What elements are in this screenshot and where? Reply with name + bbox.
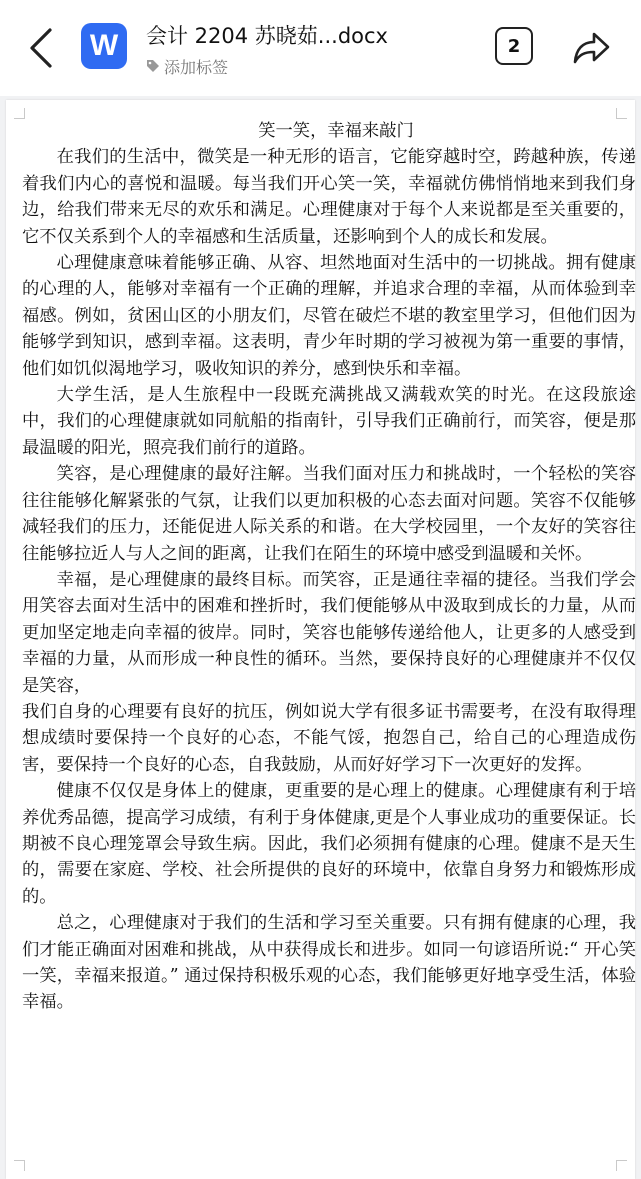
add-tag-label: 添加标签 [164,57,229,77]
page-corner-mark [616,1160,627,1171]
word-app-icon: W [81,23,127,69]
paragraph: 我们自身的心理要有良好的抗压，例如说大学有很多证书需要考，在没有取得理想成绩时要保持一个良好的心态，不能气馁，抱怨自己，给自己的心理造成伤害，要保持一个良好的心态，自我鼓励，从而好好学习下一次更好的发挥。 [22,701,636,775]
paragraph: 心理健康意味着能够正确、从容、坦然地面对生活中的一切挑战。拥有健康的心理的人，能够对幸福有一个正确的理解，并追求合理的幸福，从而体验到幸福感。例如，贫困山区的小朋友们，尽管在破烂不堪的教室里学习，但他们因为能够学到知识，感到幸福。这表明，青少年时期的学习被视为第一重要的事情，他们如饥似渴地学习，吸收知识的养分，感到快乐和幸福。 [22,253,636,379]
page-count-button[interactable]: 2 [495,27,533,65]
top-bar [0,0,641,96]
paragraph: 笑容，是心理健康的最好注解。当我们面对压力和挑战时，一个轻松的笑容往往能够化解紧张的气氛，让我们以更加积极的心态去面对问题。笑容不仅能够减轻我们的压力，还能促进人际关系的和谐。在大学校园里，一个友好的笑容往往能够拉近人与人之间的距离，让我们在陌生的环境中感受到温暖和关怀。 [22,464,636,564]
document-title: 笑一笑，幸福来敲门 [258,121,414,141]
chevron-left-icon [24,26,60,70]
document-body [22,118,636,1016]
paragraph: 大学生活，是人生旅程中一段既充满挑战又满载欢笑的时光。在这段旅途中，我们的心理健康就如同航船的指南针，引导我们正确前行，而笑容，便是那最温暖的阳光，照亮我们前行的道路。 [22,385,636,458]
paragraph: 幸福，是心理健康的最终目标。而笑容，正是通往幸福的捷径。当我们学会用笑容去面对生活中的困难和挫折时，我们便能够从中汲取到成长的力量，从而更加坚定地走向幸福的彼岸。同时，笑容也能够传递给他人，让更多的人感受到幸福的力量，从而形成一种良性的循环。当然，要保持良好的心理健康并不仅仅是笑容， [22,569,636,696]
back-button[interactable] [24,26,60,70]
paragraph: 在我们的生活中，微笑是一种无形的语言，它能穿越时空，跨越种族，传递着我们内心的喜悦和温暖。每当我们开心笑一笑，幸福就仿佛悄悄地来到我们身边，给我们带来无尽的欢乐和满足。心理健康对于每个人来说都是至关重要的，它不仅关系到个人的幸福感和生活质量，还影响到个人的成长和发展。 [22,147,636,247]
paragraph: 健康不仅仅是身体上的健康，更重要的是心理上的健康。心理健康有利于培养优秀品德，提高学习成绩，有利于身体健康,更是个人事业成功的重要保证。长期被不良心理笼罩会导致生病。因此，我们必须拥有健康的心理。健康不是天生的，需要在家庭、学校、社会所提供的良好的环境中，依靠自身努力和锻炼形成的。 [22,781,636,907]
tag-icon [146,59,160,73]
file-title: 会计 2204 苏晓茹...docx [146,24,388,48]
page-corner-mark [14,1160,25,1171]
document-page [6,100,635,1179]
share-icon [570,28,614,68]
share-button[interactable] [570,28,614,68]
add-tag-button[interactable] [146,55,228,77]
paragraph: 总之，心理健康对于我们的生活和学习至关重要。只有拥有健康的心理，我们才能正确面对困难和挑战，从中获得成长和进步。如同一句谚语所说:“ 开心笑一笑，幸福来报道。” 通过保持积极乐观的心态，我们能够更好地享受生活，体验幸福。 [22,913,636,1013]
